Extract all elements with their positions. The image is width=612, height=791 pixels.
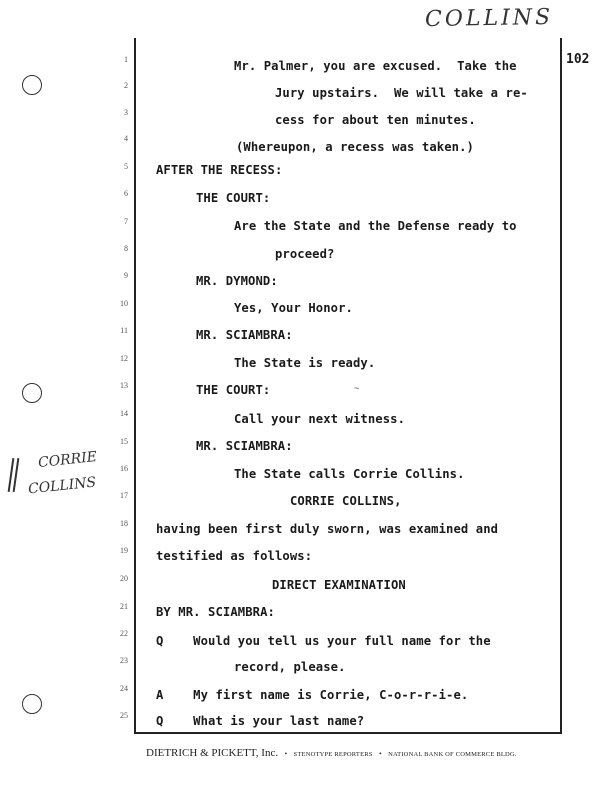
line-number: 14	[120, 409, 128, 418]
footer-bullet: •	[379, 750, 382, 758]
handwritten-margin-last: COLLINS	[27, 474, 97, 498]
line-number: 17	[120, 491, 128, 500]
line-number: 12	[120, 354, 128, 363]
witness-heading: CORRIE COLLINS,	[290, 494, 402, 508]
firm-name: DIETRICH & PICKETT, Inc.	[146, 747, 279, 759]
line-number: 5	[124, 162, 128, 171]
footer-bullet: •	[284, 750, 288, 758]
transcript-line: testified as follows:	[156, 549, 313, 563]
margin-double-bar	[10, 458, 20, 492]
transcript-line: Call your next witness.	[234, 412, 406, 426]
speaker-label: THE COURT:	[196, 383, 271, 397]
handwritten-name-top: COLLINS	[424, 4, 554, 33]
transcript-line: proceed?	[275, 247, 335, 261]
transcript-line: BY MR. SCIAMBRA:	[156, 605, 275, 619]
transcript-line: having been first duly sworn, was examined and	[156, 522, 499, 536]
transcript-line: The State calls Corrie Collins.	[234, 467, 465, 481]
line-number: 7	[124, 217, 128, 226]
transcript-line: AFTER THE RECESS:	[156, 163, 283, 177]
transcript-line: The State is ready.	[234, 356, 376, 370]
transcript-line: record, please.	[234, 660, 346, 674]
transcript-line: Mr. Palmer, you are excused. Take the	[234, 59, 517, 73]
line-number: 15	[120, 437, 128, 446]
question-line: Q What is your last name?	[156, 714, 365, 728]
right-margin-rule	[560, 38, 562, 733]
handwritten-margin-first: CORRIE	[37, 448, 98, 472]
line-number: 19	[120, 546, 128, 555]
line-number: 21	[120, 602, 128, 611]
line-number: 10	[120, 299, 128, 308]
line-number: 11	[120, 326, 128, 335]
line-number: 13	[120, 381, 128, 390]
transcript-line: Yes, Your Honor.	[234, 301, 353, 315]
transcript-line: Are the State and the Defense ready to	[234, 219, 517, 233]
line-number: 4	[124, 134, 128, 143]
transcript-line: (Whereupon, a recess was taken.)	[236, 140, 474, 154]
answer-line: A My first name is Corrie, C-o-r-r-i-e.	[156, 688, 469, 702]
section-heading: DIRECT EXAMINATION	[272, 578, 406, 592]
transcript-line: cess for about ten minutes.	[275, 113, 476, 127]
speaker-label: MR. SCIAMBRA:	[196, 439, 293, 453]
speaker-label: THE COURT:	[196, 191, 271, 205]
reporter-footer	[146, 747, 566, 759]
bottom-rule	[134, 732, 562, 734]
punch-hole-top	[22, 75, 42, 95]
footer-address: NATIONAL BANK OF COMMERCE BLDG.	[388, 751, 517, 758]
punch-hole-bottom	[22, 694, 42, 714]
line-number: 25	[120, 711, 128, 720]
footer-role: STENOTYPE REPORTERS	[293, 751, 373, 758]
line-number: 18	[120, 519, 128, 528]
stray-mark: ~	[354, 384, 360, 394]
page-number: 102	[566, 52, 590, 67]
left-margin-rule	[134, 38, 136, 733]
line-number: 16	[120, 464, 128, 473]
line-number: 24	[120, 684, 128, 693]
line-number: 23	[120, 656, 128, 665]
punch-hole-middle	[22, 383, 42, 403]
transcript-line: Jury upstairs. We will take a re-	[275, 86, 528, 100]
question-line: Q Would you tell us your full name for the	[156, 634, 491, 648]
line-number: 2	[124, 81, 128, 90]
line-number: 8	[124, 244, 128, 253]
line-number: 22	[120, 629, 128, 638]
line-number: 9	[124, 271, 128, 280]
line-number: 1	[124, 55, 128, 64]
speaker-label: MR. SCIAMBRA:	[196, 328, 293, 342]
line-number: 20	[120, 574, 128, 583]
line-number: 3	[124, 108, 128, 117]
line-number: 6	[124, 189, 128, 198]
speaker-label: MR. DYMOND:	[196, 274, 278, 288]
